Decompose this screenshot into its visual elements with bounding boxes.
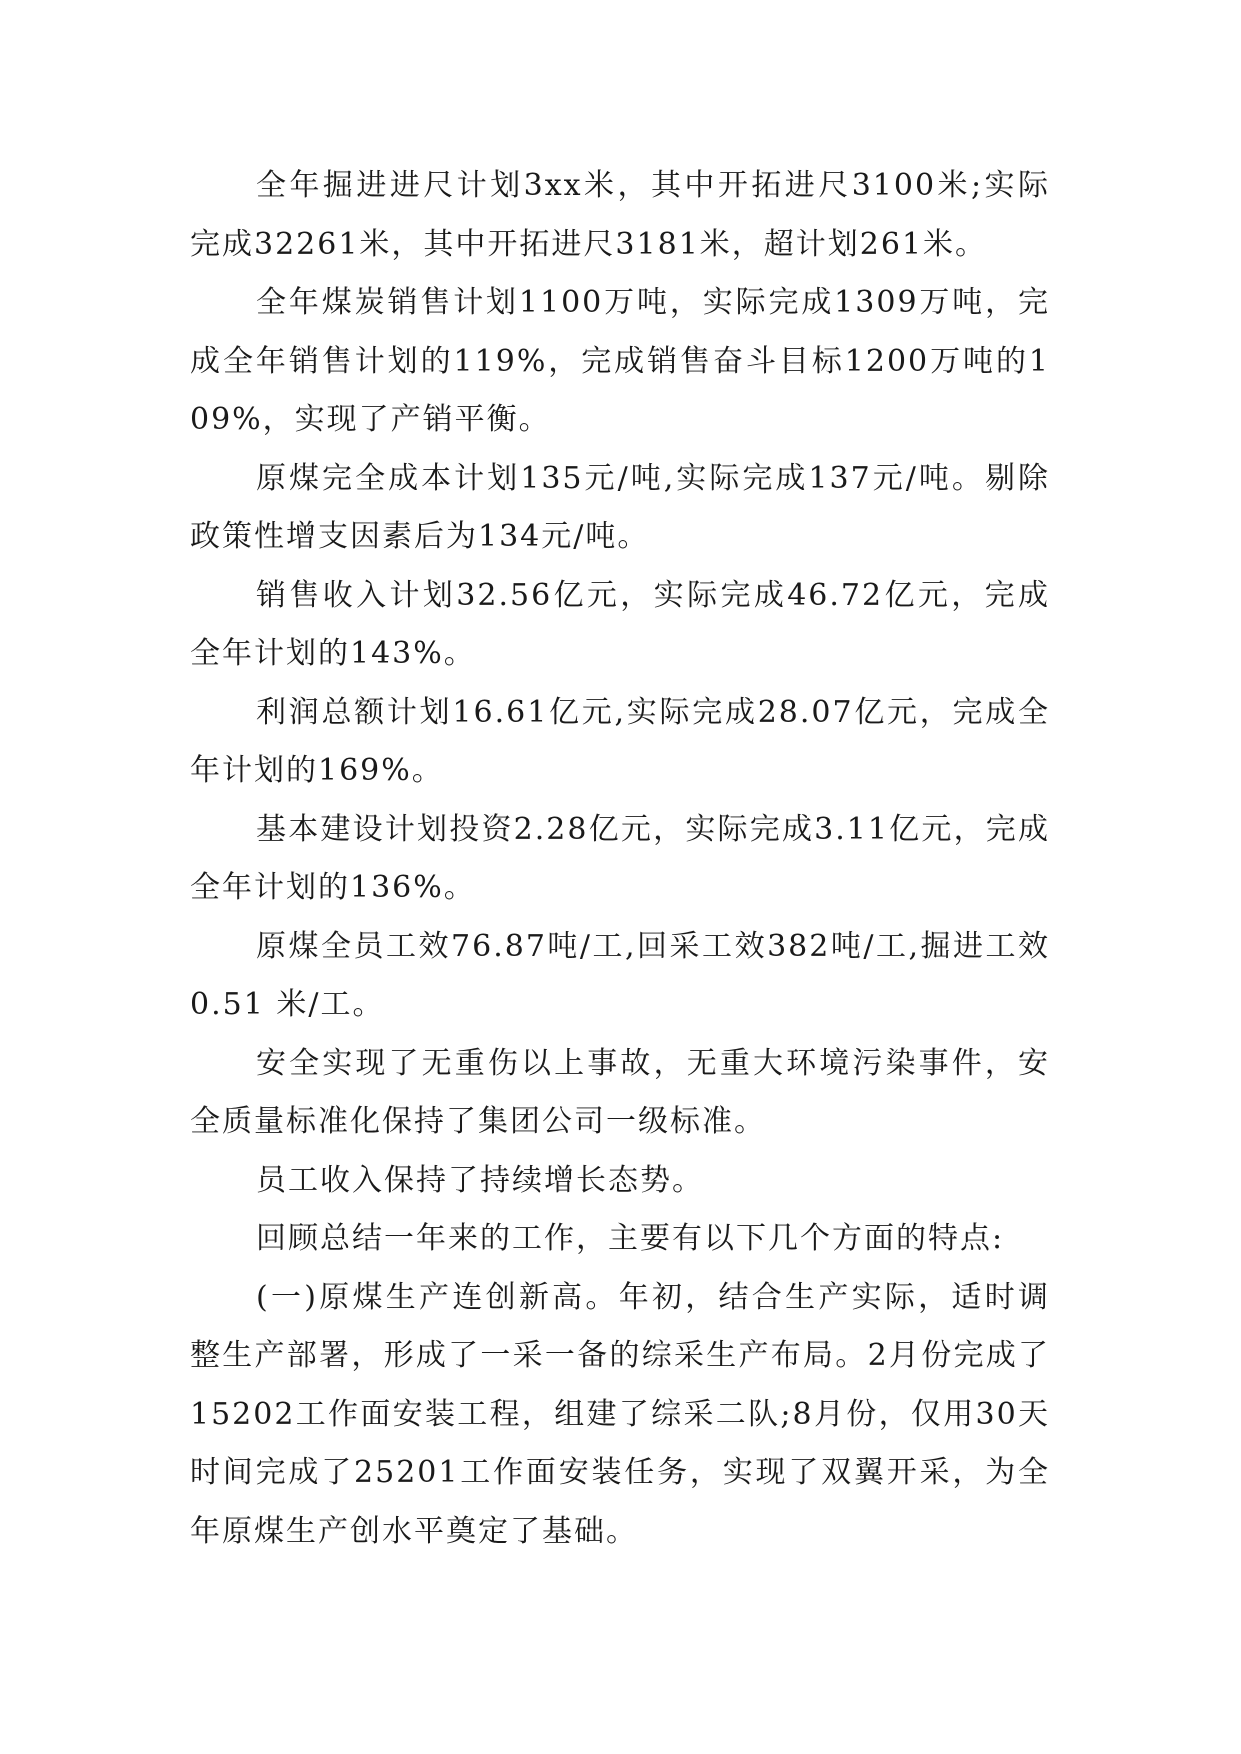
paragraph-coal-sales: 全年煤炭销售计划1100万吨，实际完成1309万吨，完成全年销售计划的119%，完成销售奋斗目标1200万吨的109%，实现了产销平衡。 <box>190 285 1050 437</box>
paragraph-safety: 安全实现了无重伤以上事故，无重大环境污染事件，安全质量标准化保持了集团公司一级标准。 <box>190 1045 1050 1139</box>
paragraph-sales-revenue: 销售收入计划32.56亿元，实际完成46.72亿元，完成全年计划的143%。 <box>190 577 1050 671</box>
paragraph-capital-investment: 基本建设计划投资2.28亿元，实际完成3.11亿元，完成全年计划的136%。 <box>190 811 1050 905</box>
paragraph-production-record: (一)原煤生产连创新高。年初，结合生产实际，适时调整生产部署，形成了一采一备的综采生产布局。2月份完成了15202工作面安装工程，组建了综采二队;8月份，仅用30天时间完成了25201工作面安装任务，实现了双翼开采，为全年原煤生产创水平奠定了基础。 <box>190 1279 1050 1549</box>
paragraph-employee-income: 员工收入保持了持续增长态势。 <box>256 1162 704 1198</box>
paragraph-total-profit: 利润总额计划16.61亿元,实际完成28.07亿元，完成全年计划的169%。 <box>190 694 1050 788</box>
paragraph-raw-coal-cost: 原煤完全成本计划135元/吨,实际完成137元/吨。剔除政策性增支因素后为134元/吨。 <box>190 460 1050 554</box>
document-body <box>190 157 1050 1561</box>
paragraph-excavation: 全年掘进进尺计划3xx米，其中开拓进尺3100米;实际完成32261米，其中开拓进尺3181米，超计划261米。 <box>190 168 1050 262</box>
paragraph-work-efficiency: 原煤全员工效76.87吨/工,回采工效382吨/工,掘进工效0.51 米/工。 <box>190 928 1050 1022</box>
paragraph-review-intro: 回顾总结一年来的工作，主要有以下几个方面的特点: <box>256 1221 1005 1256</box>
